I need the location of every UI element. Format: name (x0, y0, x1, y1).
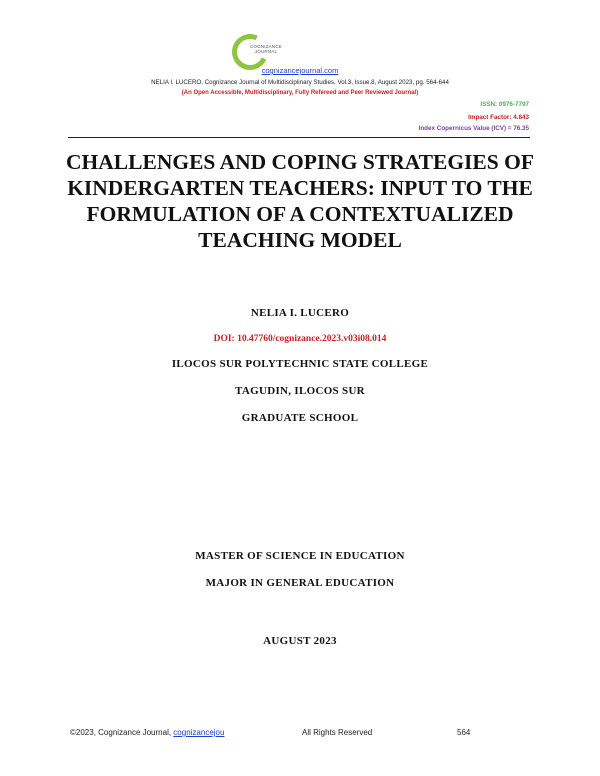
school-name: GRADUATE SCHOOL (241, 412, 359, 424)
citation-line: NELIA I. LUCERO, Cognizance Journal of Multidisciplinary Studies, Vol.3, Issue.8, August 2023, pg. 564-644 (151, 79, 449, 86)
college-name: ILOCOS SUR POLYTECHNIC STATE COLLEGE (171, 358, 429, 370)
major: MAJOR IN GENERAL EDUCATION (205, 577, 395, 589)
footer-link[interactable]: cognizancejou (173, 728, 225, 737)
icv-value: Index Copernicus Value (ICV) = 76.35 (418, 125, 529, 132)
publication-date: AUGUST 2023 (263, 635, 337, 647)
author-name: NELIA I. LUCERO (250, 307, 350, 319)
impact-factor: Impact Factor: 4.843 (468, 114, 529, 121)
logo-text: COGNIZANCE JOURNAL (249, 44, 282, 54)
page-number: 564 (457, 728, 471, 737)
footer-rights: All Rights Reserved (302, 728, 373, 737)
site-link[interactable]: cognizancejournal.com (261, 66, 339, 75)
paper-title: CHALLENGES AND COPING STRATEGIES OF KINDERGARTEN TEACHERS: INPUT TO THE FORMULATION OF A CONTEXTUALIZED TEACHING MODEL (66, 150, 534, 252)
header-divider (68, 137, 530, 138)
copyright-text: ©2023, Cognizance Journal, (70, 728, 174, 737)
access-note: (An Open Accessible, Multidisciplinary, Fully Refereed and Peer Reviewed Journal) (181, 90, 419, 96)
issn: ISSN: 0976-7797 (480, 101, 529, 108)
college-location: TAGUDIN, ILOCOS SUR (235, 385, 365, 397)
degree: MASTER OF SCIENCE IN EDUCATION (195, 550, 405, 562)
doi[interactable]: DOI: 10.47760/cognizance.2023.v03i08.014 (213, 334, 387, 344)
footer-copyright (70, 728, 224, 737)
